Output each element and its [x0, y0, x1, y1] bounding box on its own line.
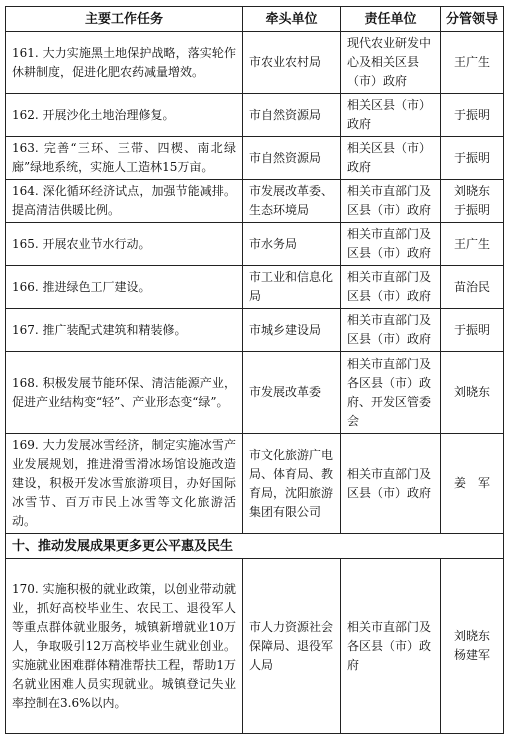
- leader-cell: [441, 352, 504, 434]
- task-cell: 166. 推进绿色工厂建设。: [6, 266, 243, 309]
- task-cell: 162. 开展沙化土地治理修复。: [6, 94, 243, 137]
- table-row: [6, 434, 504, 534]
- table-row: [6, 137, 504, 180]
- lead-unit-cell: 市自然资源局: [243, 94, 341, 137]
- responsible-unit-cell: 相关市直部门及区县（市）政府: [341, 266, 441, 309]
- leader-name: 于振明: [453, 322, 490, 337]
- responsible-unit-cell: 相关区县（市）政府: [341, 137, 441, 180]
- task-cell: 168. 积极发展节能环保、清洁能源产业，促进产业结构变“轻”、产业形态变“绿”。: [6, 352, 243, 434]
- responsible-unit-cell: 相关市直部门及区县（市）政府: [341, 309, 441, 352]
- lead-unit-cell: 市自然资源局: [243, 137, 341, 180]
- task-cell: 165. 开展农业节水行动。: [6, 223, 243, 266]
- header-lead-unit: 牵头单位: [243, 7, 341, 32]
- leader-cell: [441, 180, 504, 223]
- table-row: [6, 309, 504, 352]
- leader-name: 王广生: [453, 55, 490, 69]
- leader-cell: [441, 223, 504, 266]
- leader-name: 杨建军: [453, 648, 490, 662]
- work-task-table: [5, 6, 504, 734]
- lead-unit-cell: 市农业农村局: [243, 32, 341, 94]
- header-task: 主要工作任务: [6, 7, 243, 32]
- task-cell: 163. 完善“三环、三带、四楔、南北绿廊”绿地系统，实施人工造林15万亩。: [6, 137, 243, 180]
- leader-cell: [441, 94, 504, 137]
- responsible-unit-cell: 相关市直部门及区县（市）政府: [341, 434, 441, 534]
- lead-unit-cell: 市水务局: [243, 223, 341, 266]
- leader-cell: [441, 434, 504, 534]
- task-cell: 161. 大力实施黑土地保护战略，落实轮作休耕制度，促进化肥农药减量增效。: [6, 32, 243, 94]
- leader-cell: [441, 266, 504, 309]
- lead-unit-cell: 市文化旅游广电局、体育局、教育局，沈阳旅游集团有限公司: [243, 434, 341, 534]
- responsible-unit-cell: 现代农业研发中心及相关区县（市）政府: [341, 32, 441, 94]
- leader-cell: [441, 559, 504, 734]
- task-cell: 164. 深化循环经济试点，加强节能减排。提高清洁供暖比例。: [6, 180, 243, 223]
- lead-unit-cell: 市人力资源社会保障局、退役军人局: [243, 559, 341, 734]
- leader-cell: [441, 309, 504, 352]
- leader-name: 姜 军: [453, 476, 490, 490]
- task-cell: 169. 大力发展冰雪经济，制定实施冰雪产业发展规划，推进滑雪滑冰场馆设施改造建设，积极开发冰雪旅游项目，办好国际冰雪节、百万市民上冰雪等文化旅游活动。: [6, 434, 243, 534]
- table-header-row: [6, 7, 504, 32]
- leader-name: 于振明: [453, 107, 490, 122]
- leader-name: 王广生: [453, 236, 490, 251]
- header-responsible-unit: 责任单位: [341, 7, 441, 32]
- task-cell: 167. 推广装配式建筑和精装修。: [6, 309, 243, 352]
- lead-unit-cell: 市发展改革委、生态环境局: [243, 180, 341, 223]
- task-cell: 170. 实施积极的就业政策，以创业带动就业，抓好高校毕业生、农民工、退役军人等重点群体就业服务，城镇新增就业10万人，争取吸引12万高校毕业生就业创业。实施就业困难群体精准帮扶工程，帮助1万名就业困难人员实现就业。城镇登记失业率控制在3.6%以内。: [6, 559, 243, 734]
- table-row: [6, 180, 504, 223]
- leader-name: 于振明: [453, 150, 490, 165]
- leader-cell: [441, 32, 504, 94]
- leader-name: 刘晓东: [453, 385, 490, 399]
- responsible-unit-cell: 相关市直部门及各区县（市）政府、开发区管委会: [341, 352, 441, 434]
- leader-name: 刘晓东: [453, 629, 490, 643]
- lead-unit-cell: 市发展改革委: [243, 352, 341, 434]
- header-leader: 分管领导: [441, 7, 504, 32]
- table-row: [6, 559, 504, 734]
- responsible-unit-cell: 相关市直部门及各区县（市）政府: [341, 559, 441, 734]
- leader-name: 刘晓东: [453, 184, 490, 198]
- responsible-unit-cell: 相关市直部门及区县（市）政府: [341, 223, 441, 266]
- table-row: [6, 32, 504, 94]
- table-row: [6, 352, 504, 434]
- leader-name: 苗治民: [453, 279, 490, 294]
- lead-unit-cell: 市工业和信息化局: [243, 266, 341, 309]
- leader-name: 于振明: [453, 203, 490, 217]
- table-row: [6, 266, 504, 309]
- section-row: [6, 534, 504, 559]
- lead-unit-cell: 市城乡建设局: [243, 309, 341, 352]
- responsible-unit-cell: 相关市直部门及区县（市）政府: [341, 180, 441, 223]
- table-row: [6, 223, 504, 266]
- section-title: 十、推动发展成果更多更公平惠及民生: [6, 534, 504, 559]
- table-row: [6, 94, 504, 137]
- leader-cell: [441, 137, 504, 180]
- responsible-unit-cell: 相关区县（市）政府: [341, 94, 441, 137]
